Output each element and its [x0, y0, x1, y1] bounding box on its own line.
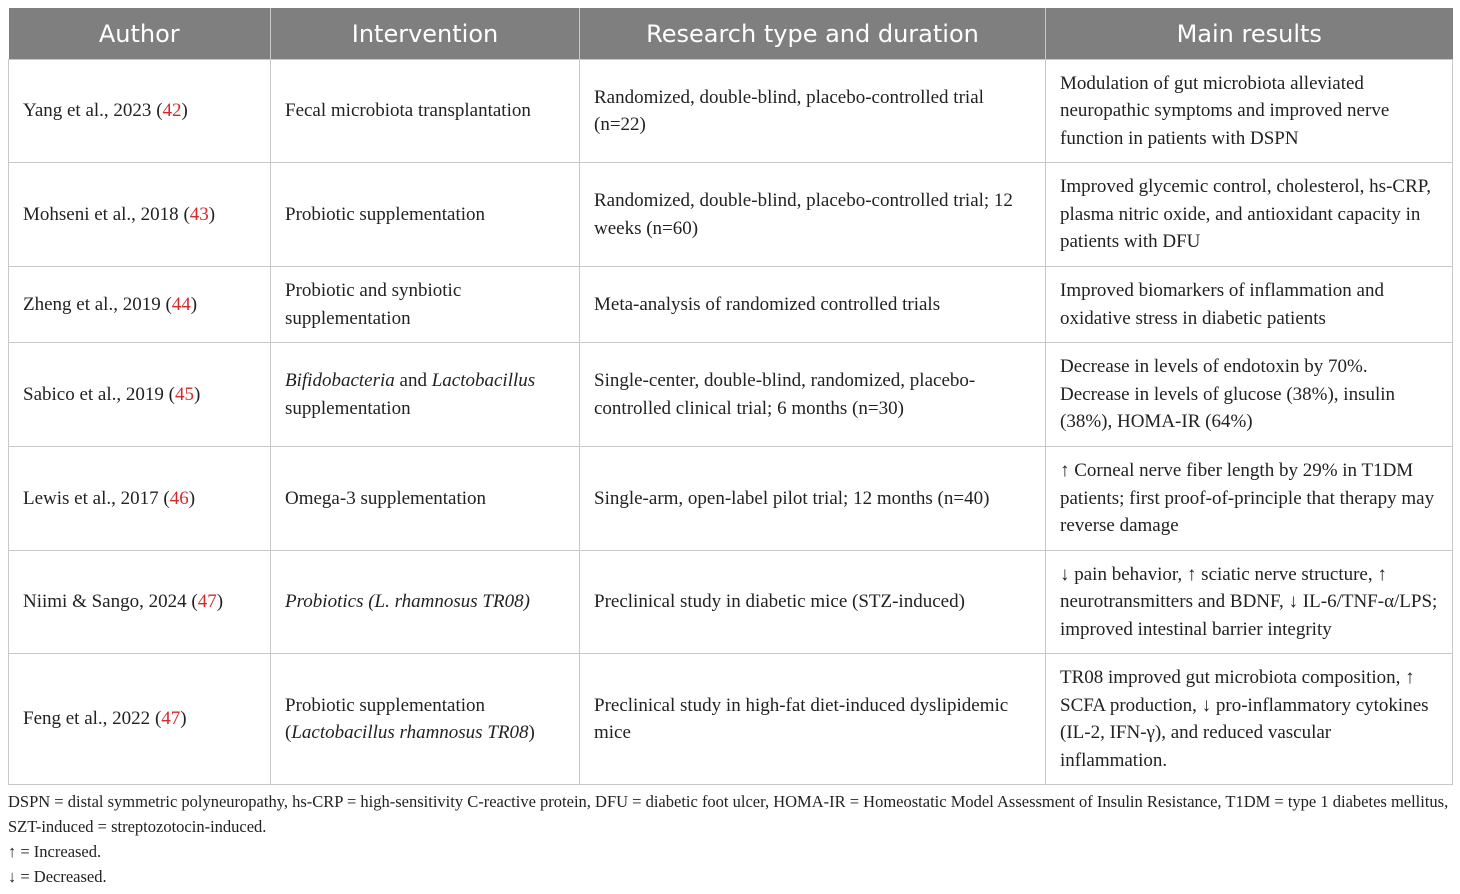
citation-link[interactable]: 42: [162, 100, 182, 122]
author-cell: Mohseni et al., 2018 (43): [9, 163, 271, 267]
citation-link[interactable]: 43: [189, 203, 209, 225]
table-row: [9, 60, 1453, 163]
table-row: [9, 551, 1453, 654]
table-row: [9, 163, 1453, 267]
results-cell: Decrease in levels of endotoxin by 70%. Decrease in levels of glucose (38%), insulin (38%), HOMA-IR (64%): [1046, 343, 1453, 447]
intervention-cell: Probiotics (L. rhamnosus TR08): [271, 551, 580, 654]
header-main-results: Main results: [1046, 8, 1453, 60]
results-cell: TR08 improved gut microbiota composition, ↑ SCFA production, ↓ pro-inflammatory cytokines (IL-2, IFN-γ), and reduced vascular inflammation.: [1046, 654, 1453, 785]
intervention-cell: Bifidobacteria and Lactobacillus supplementation: [271, 343, 580, 447]
results-cell: Improved biomarkers of inflammation and oxidative stress in diabetic patients: [1046, 267, 1453, 343]
table-row: [9, 447, 1453, 551]
increased-note: ↑ = Increased.: [8, 842, 102, 861]
research-cell: Single-center, double-blind, randomized, placebo-controlled clinical trial; 6 months (n=30): [580, 343, 1046, 447]
header-author: Author: [9, 8, 271, 60]
intervention-cell: Fecal microbiota transplantation: [271, 60, 580, 163]
citation-link[interactable]: 44: [171, 293, 191, 315]
table-row: [9, 654, 1453, 785]
citation-link[interactable]: 46: [169, 487, 189, 509]
results-cell: ↑ Corneal nerve fiber length by 29% in T1DM patients; first proof-of-principle that therapy may reverse damage: [1046, 447, 1453, 551]
citation-link[interactable]: 47: [161, 708, 181, 730]
header-intervention: Intervention: [271, 8, 580, 60]
results-cell: Improved glycemic control, cholesterol, hs-CRP, plasma nitric oxide, and antioxidant capacity in patients with DFU: [1046, 163, 1453, 267]
intervention-cell: Probiotic supplementation (Lactobacillus rhamnosus TR08): [271, 654, 580, 785]
studies-table: [8, 8, 1453, 785]
author-cell: Feng et al., 2022 (47): [9, 654, 271, 785]
research-cell: Randomized, double-blind, placebo-controlled trial; 12 weeks (n=60): [580, 163, 1046, 267]
results-cell: ↓ pain behavior, ↑ sciatic nerve structure, ↑ neurotransmitters and BDNF, ↓ IL-6/TNF-α/LPS; improved intestinal barrier integrity: [1046, 551, 1453, 654]
research-cell: Randomized, double-blind, placebo-controlled trial (n=22): [580, 60, 1046, 163]
research-cell: Meta-analysis of randomized controlled trials: [580, 267, 1046, 343]
table-row: [9, 267, 1453, 343]
abbreviations-note: DSPN = distal symmetric polyneuropathy, hs-CRP = high-sensitivity C-reactive protein, DFU = diabetic foot ulcer, HOMA-IR = Homeostatic Model Assessment of Insulin Resistance, T1DM = type 1 diabetes mellitus, SZT-induced = streptozotocin-induced.: [8, 792, 1449, 836]
decreased-note: ↓ = Decreased.: [8, 867, 107, 886]
citation-link[interactable]: 45: [174, 383, 194, 405]
table-row: [9, 343, 1453, 447]
citation-link[interactable]: 47: [197, 591, 217, 613]
intervention-cell: Probiotic and synbiotic supplementation: [271, 267, 580, 343]
author-cell: Zheng et al., 2019 (44): [9, 267, 271, 343]
header-row: [9, 8, 1453, 60]
research-cell: Single-arm, open-label pilot trial; 12 months (n=40): [580, 447, 1046, 551]
author-cell: Yang et al., 2023 (42): [9, 60, 271, 163]
header-research-type: Research type and duration: [580, 8, 1046, 60]
results-cell: Modulation of gut microbiota alleviated neuropathic symptoms and improved nerve function in patients with DSPN: [1046, 60, 1453, 163]
intervention-cell: Probiotic supplementation: [271, 163, 580, 267]
author-cell: Niimi & Sango, 2024 (47): [9, 551, 271, 654]
research-cell: Preclinical study in diabetic mice (STZ-induced): [580, 551, 1046, 654]
intervention-cell: Omega-3 supplementation: [271, 447, 580, 551]
table-footnotes: [8, 789, 1454, 889]
author-cell: Sabico et al., 2019 (45): [9, 343, 271, 447]
author-cell: Lewis et al., 2017 (46): [9, 447, 271, 551]
research-cell: Preclinical study in high-fat diet-induced dyslipidemic mice: [580, 654, 1046, 785]
